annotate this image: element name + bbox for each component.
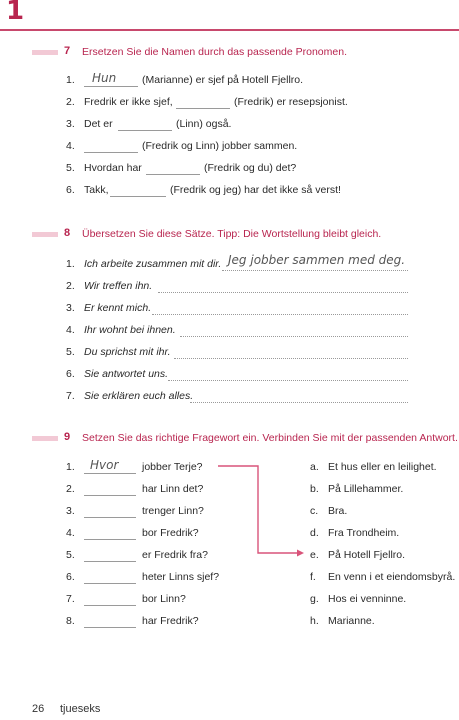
- exercise-7-instruction: Ersetzen Sie die Namen durch das passende Pronomen.: [82, 46, 347, 58]
- handwritten-answer: Jeg jobber sammen med deg.: [228, 253, 406, 267]
- item-text: Sie antwortet uns.: [84, 368, 169, 380]
- item-text: Er kennt mich.: [84, 302, 152, 314]
- item-number: 5.: [66, 162, 75, 174]
- item-text: Ich arbeite zusammen mit dir.: [84, 258, 222, 270]
- item-text: Det er: [84, 118, 113, 130]
- item-text: (Fredrik og jeg) har det ikke så verst!: [170, 184, 341, 196]
- answer-text: På Hotell Fjellro.: [328, 549, 406, 561]
- handwritten-answer: Hun: [92, 71, 117, 85]
- item-number: 3.: [66, 118, 75, 130]
- answer-letter: e.: [310, 549, 319, 561]
- answer-letter: a.: [310, 461, 319, 473]
- answer-text: På Lillehammer.: [328, 483, 404, 495]
- item-number: 4.: [66, 140, 75, 152]
- answer-text: Fra Trondheim.: [328, 527, 400, 539]
- item-number: 4.: [66, 324, 75, 336]
- item-number: 1.: [66, 461, 75, 473]
- item-text: Ihr wohnt bei ihnen.: [84, 324, 176, 336]
- exercise-9-instruction: Setzen Sie das richtige Fragewort ein. Verbinden Sie mit der passenden Antwort.: [82, 432, 458, 444]
- item-text: Hvordan har: [84, 162, 142, 174]
- item-number: 1.: [66, 74, 75, 86]
- item-text: (Fredrik og du) det?: [204, 162, 297, 174]
- answer-text: Bra.: [328, 505, 348, 517]
- answer-text: Hos ei venninne.: [328, 593, 407, 605]
- item-text: (Fredrik) er resepsjonist.: [234, 96, 348, 108]
- item-text: Takk,: [84, 184, 109, 196]
- item-text: Du sprichst mit ihr.: [84, 346, 171, 358]
- item-text: Sie erklären euch alles.: [84, 390, 194, 402]
- answer-text: Marianne.: [328, 615, 375, 627]
- exercise-8-instruction: Übersetzen Sie diese Sätze. Tipp: Die Wortstellung bleibt gleich.: [82, 228, 382, 240]
- page-number-word: tjueseks: [60, 703, 101, 715]
- handwritten-answer: Hvor: [90, 458, 119, 472]
- exercise-8-number: 8: [64, 227, 71, 239]
- answer-letter: f.: [310, 571, 316, 583]
- item-number: 3.: [66, 505, 75, 517]
- item-text: (Linn) også.: [176, 118, 232, 130]
- item-number: 2.: [66, 280, 75, 292]
- answer-text: Et hus eller en leilighet.: [328, 461, 437, 473]
- item-number: 5.: [66, 346, 75, 358]
- item-text: bor Linn?: [142, 593, 186, 605]
- item-text: bor Fredrik?: [142, 527, 199, 539]
- answer-letter: b.: [310, 483, 319, 495]
- page-number: 26: [32, 703, 45, 715]
- item-number: 6.: [66, 368, 75, 380]
- answer-letter: d.: [310, 527, 319, 539]
- item-text: Fredrik er ikke sjef,: [84, 96, 173, 108]
- answer-text: En venn i et eiendomsbyrå.: [328, 571, 456, 583]
- chapter-number: 1: [6, 0, 25, 26]
- item-text: jobber Terje?: [142, 461, 203, 473]
- item-number: 6.: [66, 571, 75, 583]
- item-number: 6.: [66, 184, 75, 196]
- item-text: har Linn det?: [142, 483, 204, 495]
- item-text: er Fredrik fra?: [142, 549, 208, 561]
- item-number: 3.: [66, 302, 75, 314]
- item-text: har Fredrik?: [142, 615, 199, 627]
- exercise-7-number: 7: [64, 45, 71, 57]
- item-text: trenger Linn?: [142, 505, 204, 517]
- item-number: 2.: [66, 96, 75, 108]
- item-number: 8.: [66, 615, 75, 627]
- item-text: (Marianne) er sjef på Hotell Fjellro.: [142, 74, 304, 86]
- item-number: 7.: [66, 593, 75, 605]
- item-number: 5.: [66, 549, 75, 561]
- item-number: 7.: [66, 390, 75, 402]
- item-text: Wir treffen ihn.: [84, 280, 153, 292]
- item-number: 1.: [66, 258, 75, 270]
- answer-letter: g.: [310, 593, 319, 605]
- answer-letter: c.: [310, 505, 319, 517]
- exercise-9-number: 9: [64, 431, 71, 443]
- answer-letter: h.: [310, 615, 319, 627]
- item-text: (Fredrik og Linn) jobber sammen.: [142, 140, 298, 152]
- item-number: 2.: [66, 483, 75, 495]
- item-number: 4.: [66, 527, 75, 539]
- item-text: heter Linns sjef?: [142, 571, 220, 583]
